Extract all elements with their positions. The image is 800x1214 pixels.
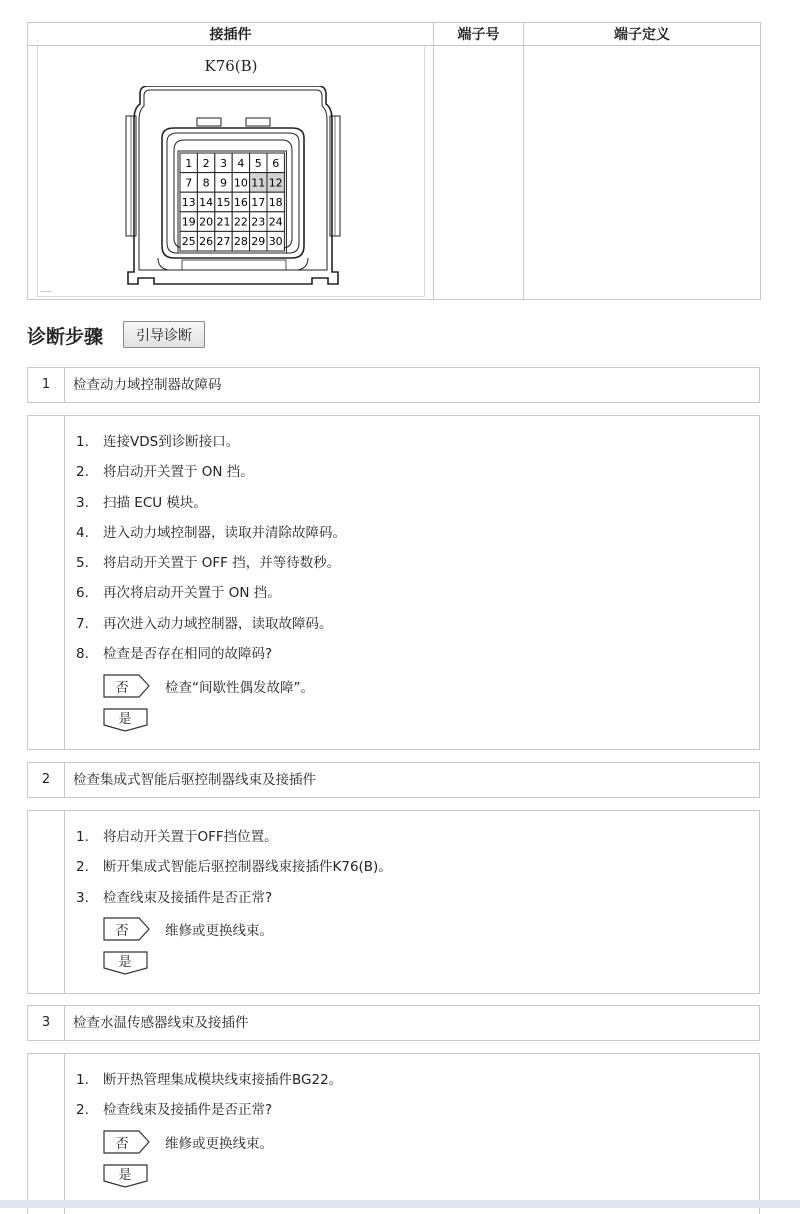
pin-label: 30 [268, 235, 283, 249]
pin-label: 16 [233, 196, 248, 209]
item-number: 1. [76, 434, 89, 450]
pin-label: 3 [220, 156, 227, 170]
pin-label: 7 [185, 176, 193, 190]
pin-label: 9 [220, 176, 227, 190]
header-terminal-number: 端子号 [434, 23, 524, 46]
pin-label: 26 [199, 235, 214, 249]
list-item [76, 1070, 342, 1100]
pin-label: 19 [181, 215, 196, 229]
item-text: 断开集成式智能后驱控制器线束接插件K76(B)。 [103, 859, 392, 876]
pin-label: 17 [251, 196, 266, 209]
list-item [76, 888, 392, 918]
step-header [27, 1005, 760, 1041]
item-number: 6. [76, 585, 89, 602]
pin-label: 21 [216, 215, 231, 229]
step-gutter [28, 416, 65, 749]
figure-code: ——— [40, 289, 52, 294]
connector-cell [28, 46, 434, 300]
item-text: 检查是否存在相同的故障码? [103, 646, 273, 663]
no-action-text: 维修或更换线束。 [165, 1136, 273, 1152]
step-body [27, 1053, 760, 1214]
list-item [76, 462, 346, 492]
yes-label: 是 [118, 955, 132, 970]
pin-label: 25 [181, 235, 196, 249]
item-number: 2. [76, 464, 89, 481]
step-instruction-list [76, 432, 346, 674]
no-label: 否 [115, 680, 129, 696]
step-number: 1 [28, 368, 65, 402]
list-item [76, 583, 346, 613]
no-action-text: 维修或更换线束。 [165, 923, 273, 939]
step-number: 3 [28, 1006, 65, 1040]
item-text: 检查线束及接插件是否正常? [103, 889, 273, 906]
list-item [76, 827, 392, 857]
terminal-number-cell [434, 46, 524, 300]
header-connector: 接插件 [28, 23, 434, 46]
pin-label: 22 [233, 215, 248, 229]
yes-label: 是 [118, 1168, 132, 1183]
pin-label: 24 [268, 215, 283, 229]
item-number: 2. [76, 859, 89, 876]
step-instruction-list [76, 1070, 342, 1131]
pin-label: 14 [199, 196, 214, 209]
item-number: 4. [76, 524, 89, 541]
pin-label: 10 [233, 176, 248, 190]
connector-table [27, 22, 761, 300]
step-body [27, 810, 760, 994]
item-text: 扫描 ECU 模块。 [103, 494, 207, 511]
pin-grid [178, 151, 286, 253]
diagnosis-title: 诊断步骤 [27, 326, 104, 348]
step-title: 检查水温传感器线束及接插件 [73, 1015, 249, 1031]
item-number: 2. [76, 1102, 89, 1119]
pin-label: 4 [237, 156, 245, 170]
item-number: 3. [76, 494, 89, 511]
item-text: 再次将启动开关置于 ON 挡。 [103, 585, 281, 602]
terminal-definition-cell [524, 46, 761, 300]
item-text: 断开热管理集成模块线束接插件BG22。 [103, 1072, 343, 1088]
no-action-text: 检查“间歇性偶发故障”。 [165, 680, 314, 696]
step-title: 检查动力域控制器故障码 [73, 377, 222, 393]
pin-label: 6 [272, 156, 280, 170]
item-number: 1. [76, 829, 89, 845]
pin-label: 29 [251, 235, 266, 249]
pin-label: 20 [199, 215, 214, 229]
step-body [27, 415, 760, 750]
item-text: 进入动力域控制器，读取并清除故障码。 [103, 524, 346, 541]
pin-label: 18 [268, 196, 283, 209]
guided-diagnosis-button[interactable]: 引导诊断 [123, 321, 205, 348]
list-item [76, 553, 346, 583]
item-number: 5. [76, 555, 89, 572]
item-number: 8. [76, 646, 89, 663]
item-number: 7. [76, 615, 89, 632]
list-item [76, 523, 346, 553]
pin-label: 12 [268, 176, 283, 190]
item-text: 检查线束及接插件是否正常? [103, 1102, 273, 1119]
item-number: 3. [76, 889, 89, 906]
bottom-scroll-bar [0, 1200, 800, 1208]
item-text: 将启动开关置于 OFF 挡，并等待数秒。 [103, 555, 341, 572]
connector-name: K76(B) [204, 57, 258, 75]
list-item [76, 432, 346, 462]
step-gutter [28, 811, 65, 993]
no-label: 否 [115, 1136, 129, 1152]
header-terminal-definition: 端子定义 [524, 23, 761, 46]
item-text: 再次进入动力域控制器，读取故障码。 [103, 615, 333, 632]
step-number: 2 [28, 763, 65, 797]
connector-pinout-diagram [122, 86, 344, 291]
step-header [27, 762, 760, 798]
pin-label: 2 [202, 156, 210, 170]
connector-diagram-frame [37, 46, 425, 297]
pin-label: 27 [216, 235, 231, 249]
no-label: 否 [115, 923, 129, 939]
list-item [76, 857, 392, 887]
list-item [76, 644, 346, 674]
pin-label: 15 [216, 196, 231, 209]
step-instruction-list [76, 827, 392, 918]
pin-label: 5 [254, 156, 262, 170]
item-text: 将启动开关置于OFF挡位置。 [103, 829, 278, 845]
item-text: 将启动开关置于 ON 挡。 [103, 464, 254, 481]
step-gutter [28, 1054, 65, 1214]
list-item [76, 1100, 342, 1130]
pin-label: 23 [251, 215, 266, 229]
pin-label: 11 [251, 176, 266, 190]
pin-label: 28 [233, 235, 248, 249]
item-text: 连接VDS到诊断接口。 [103, 434, 240, 450]
item-number: 1. [76, 1072, 89, 1088]
yes-label: 是 [118, 712, 132, 727]
step-title: 检查集成式智能后驱控制器线束及接插件 [73, 772, 316, 788]
list-item [76, 493, 346, 523]
pin-label: 1 [185, 156, 193, 170]
pin-label: 13 [181, 196, 196, 209]
list-item [76, 614, 346, 644]
step-header [27, 367, 760, 403]
pin-label: 8 [202, 176, 210, 190]
